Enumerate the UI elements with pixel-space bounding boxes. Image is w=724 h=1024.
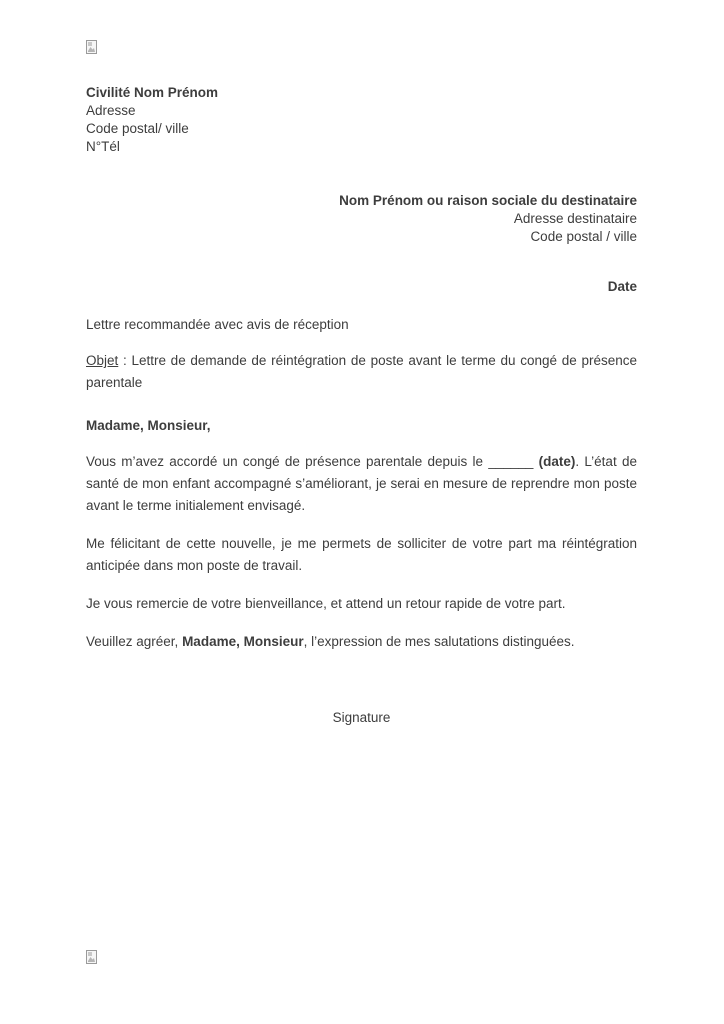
- subject-line: Objet : Lettre de demande de réintégration de poste avant le terme du congé de présence parentale: [86, 353, 637, 390]
- broken-image-icon: [86, 40, 637, 54]
- sender-address: Adresse: [86, 103, 136, 118]
- recipient-name: Nom Prénom ou raison sociale du destinataire: [339, 193, 637, 208]
- recipient-block: [86, 192, 637, 246]
- paragraph-2: Me félicitant de cette nouvelle, je me permets de solliciter de votre part ma réintégration anticipée dans mon poste de travail.: [86, 536, 637, 573]
- registered-mail-mention: Lettre recommandée avec avis de réception: [86, 317, 349, 332]
- date-label: Date: [607, 279, 637, 294]
- recipient-postal-city: Code postal / ville: [530, 229, 637, 244]
- sender-postal-city: Code postal/ ville: [86, 121, 189, 136]
- sender-phone: N°Tél: [86, 139, 120, 154]
- signature-label: Signature: [332, 710, 391, 725]
- sender-name: Civilité Nom Prénom: [86, 85, 219, 100]
- recipient-address: Adresse destinataire: [513, 211, 637, 226]
- paragraph-4: Veuillez agréer, Madame, Monsieur, l’expression de mes salutations distinguées.: [86, 634, 575, 649]
- paragraph-3: Je vous remercie de votre bienveillance, et attend un retour rapide de votre part.: [86, 596, 566, 611]
- broken-image-icon: [86, 950, 97, 969]
- salutation: Madame, Monsieur,: [86, 418, 211, 433]
- paragraph-1: Vous m’avez accordé un congé de présence parentale depuis le ______ (date). L’état de santé de mon enfant accompagné s’améliorant, je serai en mesure de reprendre mon poste avant le terme initialement envisagé.: [86, 454, 637, 513]
- sender-block: [86, 84, 637, 156]
